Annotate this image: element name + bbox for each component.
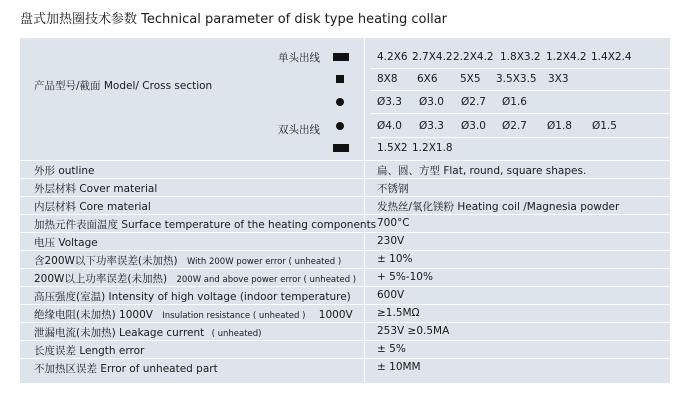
size-value: Ø3.0	[419, 96, 444, 108]
spec-value: 600V	[377, 289, 405, 301]
table-row	[20, 358, 670, 377]
spec-value: 253V ≥0.5MA	[377, 325, 450, 337]
spec-label	[34, 307, 353, 322]
size-value: Ø3.3	[377, 96, 402, 108]
size-value: 1.2X4.2	[546, 51, 587, 63]
size-value: 3X3	[548, 73, 569, 85]
round-icon	[336, 122, 344, 130]
size-value: Ø4.0	[377, 120, 402, 132]
table-row	[20, 304, 670, 323]
size-value: 2.2X4.2	[453, 51, 494, 63]
spec-value: ± 5%	[377, 343, 406, 355]
spec-label-main: 绝缘电阻(未加热) 1000V	[34, 309, 153, 321]
size-value: 2.7X4.2	[412, 51, 453, 63]
spec-value: ≥1.5MΩ	[377, 307, 420, 319]
size-value: 4.2X6	[377, 51, 408, 63]
spec-label-english: With 200W power error ( unheated )	[186, 257, 342, 267]
spec-label: 内层材料 Core material	[34, 201, 151, 213]
cross-section-label: 产品型号/截面 Model/ Cross section	[34, 80, 213, 92]
page-title: 盘式加热圈技术参数 Technical parameter of disk type heating collar	[20, 12, 448, 27]
spec-label-english: 200W and above power error ( unheated )	[176, 275, 357, 285]
table-row	[20, 178, 670, 197]
flat-rect-icon	[333, 53, 349, 61]
spec-value: 扁、圆、方型 Flat, round, square shapes.	[377, 165, 587, 177]
spec-label-english: Insulation resistance ( unheated )	[162, 311, 306, 321]
spec-label: 外形 outline	[34, 165, 95, 177]
spec-label-main: 200W以上功率误差(未加热)	[34, 273, 168, 285]
row-divider	[371, 68, 670, 69]
double-lead-label: 双头出线	[278, 124, 320, 136]
row-divider	[371, 90, 670, 91]
single-lead-label: 单头出线	[278, 52, 320, 64]
spec-label: 高压强度(室温) Intensity of high voltage (indoor temperature)	[34, 291, 351, 303]
spec-label: 长度误差 Length error	[34, 345, 145, 357]
square-icon	[336, 75, 344, 83]
row-divider	[371, 113, 670, 114]
size-value: 1.2X1.8	[412, 142, 453, 154]
size-value: 8X8	[377, 73, 398, 85]
spec-label: 不加热区误差 Error of unheated part	[34, 363, 218, 375]
table-row	[20, 250, 670, 269]
size-value: Ø3.0	[461, 120, 486, 132]
spec-label: 电压 Voltage	[34, 237, 98, 249]
row-divider	[371, 137, 670, 138]
table-row	[20, 340, 670, 359]
spec-value: 230V	[377, 235, 405, 247]
table-row	[20, 268, 670, 287]
spec-label	[34, 325, 262, 340]
size-value: 5X5	[460, 73, 481, 85]
spec-label-main: 含200W以下功率误差(未加热)	[34, 255, 178, 267]
spec-label-main: 泄漏电流(未加热) Leakage current	[34, 327, 205, 339]
spec-label	[34, 271, 356, 286]
spec-label-english: ( unheated)	[211, 329, 262, 339]
size-value: 1.4X2.4	[591, 51, 632, 63]
size-value: Ø1.8	[547, 120, 572, 132]
size-value: Ø2.7	[461, 96, 486, 108]
size-value: Ø2.7	[502, 120, 527, 132]
spec-label: 加热元件表面温度 Surface temperature of the heating components	[34, 219, 377, 231]
spec-value: + 5%-10%	[377, 271, 433, 283]
flat-rect-icon	[333, 144, 349, 152]
spec-label	[34, 253, 341, 268]
size-value: 3.5X3.5	[496, 73, 537, 85]
round-icon	[336, 98, 344, 106]
spec-label: 外层材料 Cover material	[34, 183, 158, 195]
spec-label-tail: 1000V	[318, 309, 353, 321]
spec-value: ± 10MM	[377, 361, 421, 373]
size-value: 6X6	[417, 73, 438, 85]
table-row	[20, 196, 670, 215]
spec-table	[20, 38, 670, 383]
table-row	[20, 286, 670, 305]
table-row	[20, 214, 670, 233]
table-row	[20, 160, 670, 179]
size-value: Ø3.3	[419, 120, 444, 132]
size-value: 1.5X2	[377, 142, 408, 154]
spec-value: ± 10%	[377, 253, 413, 265]
table-row	[20, 232, 670, 251]
spec-value: 不锈钢	[377, 183, 409, 195]
spec-value: 发热丝/氧化镁粉 Heating coil /Magnesia powder	[377, 201, 620, 213]
table-row	[20, 322, 670, 341]
spec-value: 700°C	[377, 217, 410, 229]
size-value: Ø1.5	[592, 120, 617, 132]
size-value: Ø1.6	[502, 96, 527, 108]
size-value: 1.8X3.2	[500, 51, 541, 63]
